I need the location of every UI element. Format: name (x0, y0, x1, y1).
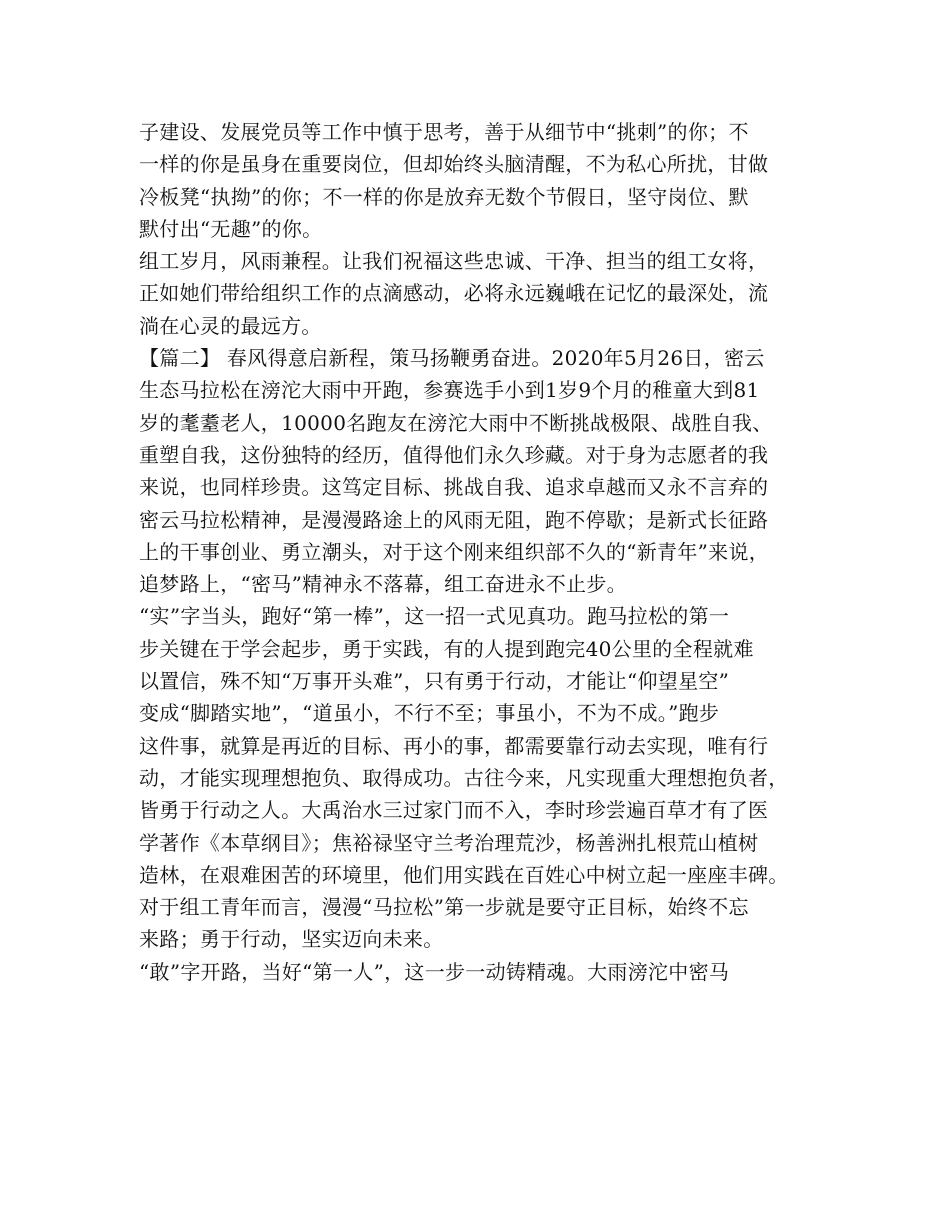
text-line: “实”字当头，跑好“第一棒”，这一招一式见真功。跑马拉松的第一 (139, 604, 730, 629)
text-line: 学著作《本草纲目》；焦裕禄坚守兰考治理荒沙，杨善洲扎根荒山植树 (139, 830, 759, 855)
text-line: 步关键在于学会起步，勇于实践，有的人提到跑完40公里的全程就难 (139, 636, 754, 661)
text-line: 上的干事创业、勇立潮头，对于这个刚来组织部不久的“新青年”来说， (139, 539, 770, 564)
text-line: 密云马拉松精神，是漫漫路途上的风雨无阻，跑不停歇；是新式长征路 (139, 507, 769, 532)
text-line: “敢”字开路，当好“第一人”，这一步一动铸精魂。大雨滂沱中密马 (139, 959, 730, 984)
text-line: 默付出“无趣”的你。 (139, 216, 323, 241)
text-line: 这件事，就算是再近的目标、再小的事，都需要靠行动去实现，唯有行 (139, 733, 769, 758)
text-line: 造林，在艰难困苦的环境里，他们用实践在百姓心中树立起一座座丰碑。 (139, 862, 789, 887)
text-line: 一样的你是虽身在重要岗位，但却始终头脑清醒，不为私心所扰，甘做 (139, 152, 769, 177)
text-line: 皆勇于行动之人。大禹治水三过家门而不入，李时珍尝遍百草才有了医 (139, 798, 769, 823)
text-line: 冷板凳“执拗”的你；不一样的你是放弃无数个节假日，坚守岗位、默 (139, 184, 749, 209)
text-line: 对于组工青年而言，漫漫“马拉松”第一步就是要守正目标，始终不忘 (139, 895, 749, 920)
text-line: 组工岁月，风雨兼程。让我们祝福这些忠诚、干净、担当的组工女将， (139, 249, 769, 274)
text-line: 变成“脚踏实地”，“道虽小，不行不至；事虽小，不为不成。”跑步 (139, 701, 720, 726)
text-line: 生态马拉松在滂沱大雨中开跑，参赛选手小到1岁9个月的稚童大到81 (139, 378, 760, 403)
text-line: 【篇二】 春风得意启新程，策马扬鞭勇奋进。2020年5月26日，密云 (139, 346, 765, 371)
text-line: 岁的耄耋老人，10000名跑友在滂沱大雨中不断挑战极限、战胜自我、 (139, 410, 773, 435)
text-line: 以置信，殊不知“万事开头难”，只有勇于行动，才能让“仰望星空” (139, 669, 730, 694)
document-page (139, 116, 829, 1116)
text-line: 追梦路上，“密马”精神永不落幕，组工奋进永不止步。 (139, 572, 627, 597)
text-line: 来说，也同样珍贵。这笃定目标、挑战自我、追求卓越而又永不言弃的 (139, 475, 769, 500)
text-line: 子建设、发展党员等工作中慎于思考，善于从细节中“挑刺”的你；不 (139, 120, 749, 144)
text-line: 动，才能实现理想抱负、取得成功。古往今来，凡实现重大理想抱负者， (139, 765, 789, 790)
text-line: 重塑自我，这份独特的经历，值得他们永久珍藏。对于身为志愿者的我 (139, 442, 769, 467)
text-line: 淌在心灵的最远方。 (139, 313, 322, 338)
text-line: 来路；勇于行动，坚实迈向未来。 (139, 927, 444, 952)
text-line: 正如她们带给组织工作的点滴感动，必将永远巍峨在记忆的最深处，流 (139, 281, 769, 306)
